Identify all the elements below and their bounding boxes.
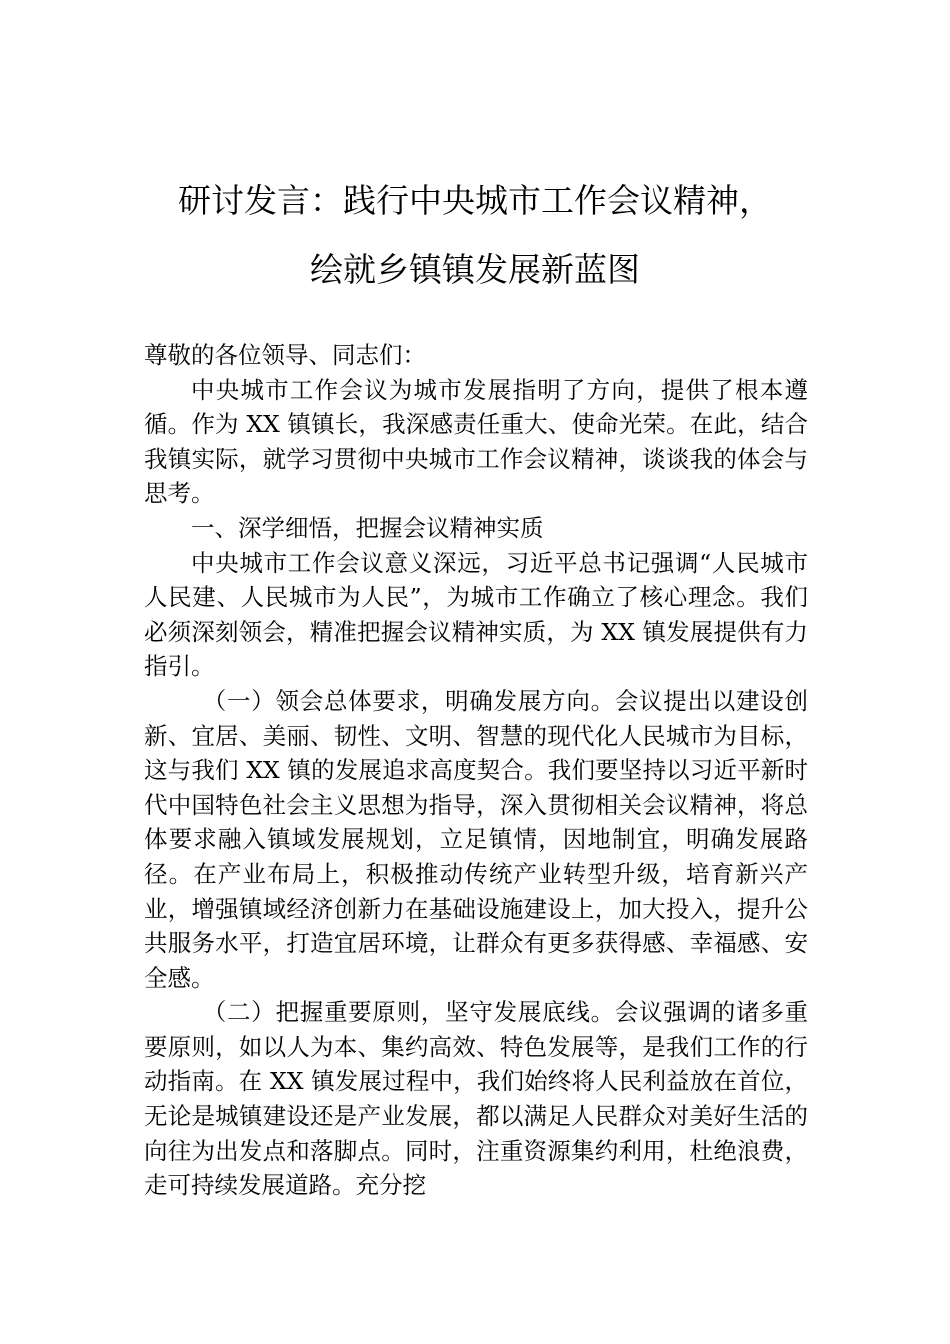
document-body — [144, 338, 808, 1203]
section-1-paragraph: 中央城市工作会议意义深远，习近平总书记强调“人民城市人民建、人民城市为人民”，为城市工作确立了核心理念。我们必须深刻领会，精准把握会议精神实质，为 XX 镇发展提供有力指引。 — [144, 548, 808, 681]
section-1-heading: 一、深学细悟，把握会议精神实质 — [191, 513, 544, 542]
document-title-line-1: 研讨发言：践行中央城市工作会议精神， — [178, 181, 772, 220]
subsection-1-paragraph: （一）领会总体要求，明确发展方向。会议提出以建设创新、宜居、美丽、韧性、文明、智慧的现代化人民城市为目标，这与我们 XX 镇的发展追求高度契合。我们要坚持以习近平新时代中国特色社会主义思想为指导，深入贯彻相关会议精神，将总体要求融入镇域发展规划，立足镇情，因地制宜，明确发展路径。在产业布局上，积极推动传统产业转型升级，培育新兴产业，增强镇域经济创新力在基础设施建设上，加大投入，提升公共服务水平，打造宜居环境，让群众有更多获得感、幸福感、安全感。 — [144, 686, 808, 992]
subsection-2-paragraph: （二）把握重要原则，坚守发展底线。会议强调的诸多重要原则，如以人为本、集约高效、特色发展等，是我们工作的行动指南。在 XX 镇发展过程中，我们始终将人民利益放在首位，无论是城镇建设还是产业发展，都以满足人民群众对美好生活的向往为出发点和落脚点。同时，注重资源集约利用，杜绝浪费，走可持续发展道路。充分挖 — [144, 998, 808, 1200]
document-title-line-2: 绘就乡镇镇发展新蓝图 — [310, 250, 640, 289]
salutation: 尊敬的各位领导、同志们： — [144, 341, 426, 369]
intro-paragraph: 中央城市工作会议为城市发展指明了方向，提供了根本遵循。作为 XX 镇镇长，我深感责任重大、使命光荣。在此，结合我镇实际，就学习贯彻中央城市工作会议精神，谈谈我的体会与思考。 — [144, 375, 808, 508]
